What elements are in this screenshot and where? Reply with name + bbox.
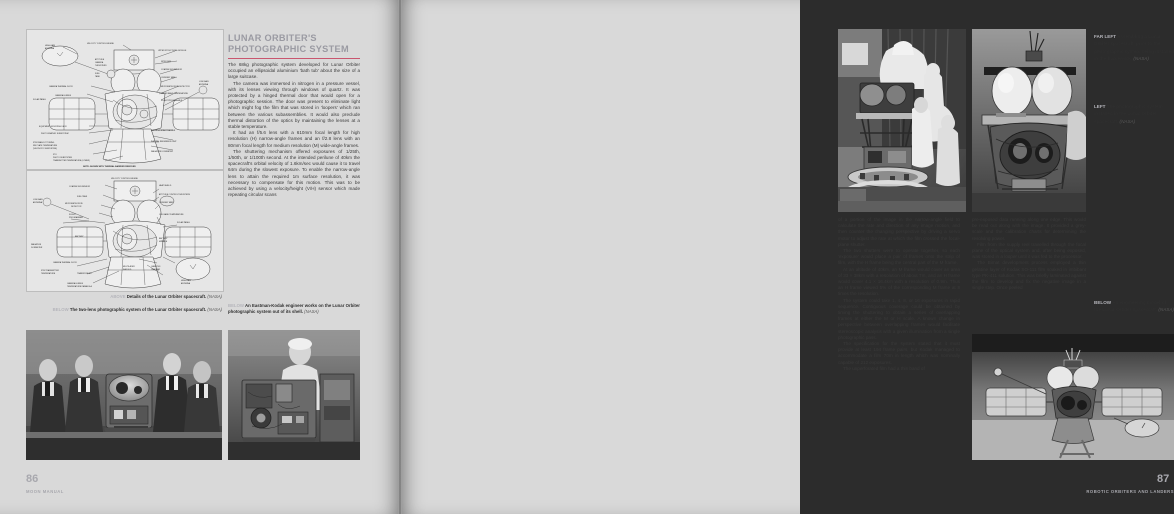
svg-text:LOW-GAIN: LOW-GAIN — [199, 81, 209, 83]
left-page — [0, 0, 400, 514]
svg-text:LOW-GAIN: LOW-GAIN — [33, 199, 43, 201]
svg-text:HIGH-GAIN: HIGH-GAIN — [181, 280, 191, 282]
svg-text:ANTENNA: ANTENNA — [199, 84, 209, 86]
svg-text:FTM READOUT TUBING: FTM READOUT TUBING — [33, 142, 55, 144]
caption-below-engineering-model — [1094, 299, 1174, 314]
svg-text:BATTERY: BATTERY — [75, 236, 84, 238]
photo-kodak-engineer-svg — [228, 330, 360, 460]
svg-text:RADIATION: RADIATION — [31, 244, 42, 246]
folio-number-right: 87 — [1157, 473, 1170, 485]
svg-text:SOLAR PANEL: SOLAR PANEL — [177, 222, 190, 224]
svg-text:INERTIAL REFERENCE UNIT: INERTIAL REFERENCE UNIT — [151, 141, 177, 143]
folio-text-right: ROBOTIC ORBITERS AND LANDERS — [1086, 489, 1174, 494]
caption-lead: FAR LEFT — [1094, 34, 1116, 39]
svg-text:FLIGHT: FLIGHT — [69, 214, 76, 216]
body-paragraph: It had an f/5.6 lens with a 610mm focal length for high resolution (H) narrow-angle frames and an f/2.8 lens with an 80mm focal length for medium resolution (M) wide-angle frames. — [228, 130, 360, 148]
svg-text:VELOCITY CONTROL ENGINE: VELOCITY CONTROL ENGINE — [87, 43, 114, 45]
caption-left-photo — [1094, 103, 1174, 125]
svg-text:CAMERA THERMAL DOOR: CAMERA THERMAL DOOR — [53, 262, 77, 264]
photo-engineering-model-svg — [972, 334, 1174, 460]
svg-text:CAMERA LENSES: CAMERA LENSES — [55, 95, 71, 97]
photo-engineers-two-lens-system — [26, 330, 222, 460]
svg-text:CAMERA: CAMERA — [95, 62, 104, 64]
caption-lead: BELOW — [228, 303, 244, 308]
svg-text:ATTITUDE: ATTITUDE — [95, 59, 105, 61]
caption-lead: ABOVE — [110, 294, 126, 299]
right-page-body-column-2 — [972, 217, 1086, 291]
body-paragraph: of a portion of the image in the narrow-angle field to calculate the rate and direction of any image motion, and then counter the changing perspective by driving a servo motor to adjust the rate at which the film crossed the focal-plane shutter. — [838, 217, 960, 247]
page-gutter — [398, 0, 402, 514]
caption-text: Details of the Lunar Orbiter spacecraft. — [126, 294, 207, 299]
svg-text:NOTE: SHOWN WITH THERMAL BARRI: NOTE: SHOWN WITH THERMAL BARRIER REMOVED — [83, 166, 136, 168]
svg-text:TRANSPONDER: TRANSPONDER — [77, 273, 92, 275]
caption-text: An Eastman-Kodak engineer works on the Lunar Orbiter photographic system out of its shell. — [228, 303, 360, 314]
svg-text:COARSE SUN SENSOR: COARSE SUN SENSOR — [161, 69, 183, 71]
caption-lead: LEFT — [1094, 104, 1106, 109]
body-paragraph: The two shutters were to operate together, so each 'exposure' would place a pair of frames onto the strip of film, with the H frame being the central part of the M frame. — [838, 248, 960, 266]
svg-text:ANTENNA: ANTENNA — [45, 48, 55, 50]
svg-text:EQUIPMENT MOUNTING DECK: EQUIPMENT MOUNTING DECK — [39, 126, 67, 128]
svg-text:UPPER STRUCTURAL MODULE: UPPER STRUCTURAL MODULE — [158, 50, 187, 52]
svg-text:MICROMETEOROID DETECTOR: MICROMETEOROID DETECTOR — [161, 86, 190, 88]
photo-system-installed-svg — [972, 29, 1086, 212]
svg-text:FUEL TANK: FUEL TANK — [77, 196, 88, 198]
article-heading — [228, 33, 368, 54]
left-page-body-column — [228, 62, 360, 198]
svg-text:TEMPERATURE: TEMPERATURE — [41, 273, 56, 275]
caption-text: Assembling a Lunar Orbiter spacecraft, prior to the photographic system being installed in the framework. — [1094, 34, 1174, 62]
svg-text:ANTENNA: ANTENNA — [181, 283, 191, 285]
svg-text:UPPER BAND TEMPERATURE: UPPER BAND TEMPERATURE — [161, 93, 188, 95]
svg-text:CAMERA LENSES: CAMERA LENSES — [67, 283, 83, 285]
svg-text:FTU: FTU — [53, 154, 57, 156]
svg-text:HIGH-GAIN: HIGH-GAIN — [45, 45, 55, 47]
caption-text: The photographic system installed in the Lunar Orbiter spacecraft. — [1094, 104, 1163, 124]
caption-source: (NASA) — [1119, 118, 1136, 124]
caption-source: (NASA) — [207, 307, 222, 312]
svg-text:FIN PLATE TEMPERATURE: FIN PLATE TEMPERATURE — [33, 145, 58, 147]
svg-text:OXIDISER TANK: OXIDISER TANK — [159, 202, 174, 204]
body-paragraph: At an altitude of 40km, an M frame would cover an area of 33 × 38km with a resolution of about 7m, and an H frame would cover 4.1 × 16.4km with a resolution of 0.9m. Thus an H frame viewed 5% of the corresponding M frame at 8 times the resolution. — [838, 266, 960, 297]
svg-text:FLIGHT PROGRAMMER: FLIGHT PROGRAMMER — [161, 100, 183, 102]
body-paragraph: The shuttering mechanism offered exposures of 1/25th, 1/50th, or 1/100th second. At the intended perilune of 40km the spacecraft's orbital velocity of 1.6km/sec would cause it to travel 64m during the slowest exposure. To enable the narrow-angle lens to attain the required 1m surface resolution, it was necessary to compensate for this motion. This was to be achieved by using a velocity/height (V/H) sensor which made repeating circular scans — [228, 148, 360, 198]
svg-text:DETECTOR: DETECTOR — [71, 206, 82, 208]
diagram-bottom-svg — [27, 171, 223, 291]
svg-text:OXIDISER TANK: OXIDISER TANK — [161, 77, 176, 79]
svg-text:BATTERY: BATTERY — [159, 238, 168, 240]
photo-assembling-spacecraft — [838, 29, 966, 212]
body-paragraph: The camera was immersed in nitrogen in a pressure vessel, with its lenses viewing through windows of quartz. It was protected by a hinged thermal door that would open for a photographic session. The door was present to eliminate light which might fog the film that was stored in 'loopers' which ran between the various subassemblies. It would also preclude thermal distortion of the optics by maintaining the lenses at a stable temperature. — [228, 80, 360, 130]
caption-above-diagram — [26, 294, 222, 300]
caption-lead: BELOW — [52, 307, 69, 312]
body-paragraph: The specification for the system stated that it must provide at least 194 frame pairs, but Kodak managed to accommodate a film 70m in length which was nominally capable of 212 exposures. — [838, 341, 960, 365]
svg-text:TANK: TANK — [95, 76, 100, 78]
svg-text:SOLAR PANEL: SOLAR PANEL — [33, 99, 46, 101]
svg-text:TEMPERATURE PARABOLA: TEMPERATURE PARABOLA — [67, 286, 92, 288]
lunar-orbiter-cutaway-diagram-bottom — [26, 170, 224, 292]
svg-text:VELOCITY CONTROL ENGINE: VELOCITY CONTROL ENGINE — [111, 178, 138, 180]
diagram-top-svg — [27, 30, 223, 169]
caption-source: (NASA) — [207, 294, 222, 299]
svg-text:PROGRAMMER: PROGRAMMER — [69, 217, 83, 219]
heading-rule — [228, 58, 360, 59]
svg-text:FTM TRANSMITTER: FTM TRANSMITTER — [41, 270, 59, 272]
caption-below-photo — [228, 303, 360, 314]
photo-engineers-svg — [26, 330, 222, 460]
caption-source: (NASA) — [1133, 56, 1149, 62]
svg-text:MICROMETEOROID: MICROMETEOROID — [65, 203, 83, 205]
folio-text-left: MOON MANUAL — [26, 489, 64, 494]
svg-text:ATTITUDE CONTROL THRUSTERS: ATTITUDE CONTROL THRUSTERS — [159, 194, 190, 196]
svg-text:HEAT SHIELD: HEAT SHIELD — [159, 185, 172, 187]
svg-text:THRUSTERS: THRUSTERS — [95, 65, 107, 67]
svg-text:PHOTOGRAPHIC SUBSYSTEM: PHOTOGRAPHIC SUBSYSTEM — [41, 133, 69, 135]
right-page-body-column-1 — [838, 217, 960, 372]
svg-text:TRANSMITTER TEMPERATURE (LOWER: TRANSMITTER TEMPERATURE (LOWER) — [53, 160, 90, 162]
caption-source: (NASA) — [304, 308, 319, 314]
heading-line-1: LUNAR ORBITER'S — [228, 33, 317, 43]
photo-system-installed — [972, 29, 1086, 212]
caption-source: (NASA) — [1158, 307, 1174, 313]
body-paragraph: pre-exposed data running along one edge. This would be read out along with the image. It provided a grey-scale and the calibration charts for determining the resolving power. — [972, 217, 1086, 241]
svg-text:MULTILAYER: MULTILAYER — [123, 266, 135, 268]
folio-number-left: 86 — [26, 473, 39, 485]
svg-text:CEIL BAND TEMPERATURE: CEIL BAND TEMPERATURE — [159, 214, 184, 216]
caption-lead: BELOW — [1094, 300, 1112, 305]
right-page — [400, 0, 1174, 514]
svg-text:RADIATION DOSIMETER: RADIATION DOSIMETER — [151, 151, 173, 153]
caption-text: The two-lens photographic system of the Lunar Orbiter spacecraft. — [69, 307, 207, 312]
body-paragraph: The unperforated film had a thin band of — [843, 365, 925, 371]
svg-text:MODULE: MODULE — [159, 241, 168, 243]
svg-text:COARSE SUN SENSOR: COARSE SUN SENSOR — [69, 186, 91, 188]
svg-text:(V/H PHOTO SUBSYSTEM): (V/H PHOTO SUBSYSTEM) — [33, 148, 57, 150]
svg-text:ANTENNA: ANTENNA — [33, 202, 43, 204]
svg-text:CANOPUS: CANOPUS — [151, 266, 161, 268]
caption-text: An engineering model of the Lunar Orbiter spacecraft. — [1094, 300, 1167, 313]
body-paragraph: The system could take 1, 4, 8, or 16 exposures in rapid sequence. Contiguous coverage could be obtained by timing the shuttering to obtain a series of overlapping frames at either the M or H scale. A known change in perspective between overlapping frames would facilitate stereoscopic analysis with a given illumination from a single photographic pass. — [838, 297, 960, 340]
svg-text:CANOPUS STAR TRACKER: CANOPUS STAR TRACKER — [151, 130, 176, 132]
caption-below-diagram — [26, 307, 222, 313]
svg-text:FUEL: FUEL — [95, 73, 100, 75]
svg-text:TRACKER: TRACKER — [151, 269, 161, 271]
svg-text:DOSIMETER: DOSIMETER — [31, 247, 43, 249]
body-paragraph: Film from the supply reel travelled through the focal plane of the optical system and, after being exposed, was stored in a looper until it was fed to the processor. — [972, 241, 1086, 260]
photo-kodak-engineer — [228, 330, 360, 460]
heading-line-2: PHOTOGRAPHIC SYSTEM — [228, 43, 349, 54]
svg-text:CAMERA THERMAL DOOR: CAMERA THERMAL DOOR — [49, 86, 73, 88]
caption-far-left-photo — [1094, 33, 1174, 63]
photo-engineering-model — [972, 334, 1174, 460]
svg-text:PHOTO SUBSYSTEM: PHOTO SUBSYSTEM — [53, 157, 72, 159]
lunar-orbiter-cutaway-diagram-top — [26, 29, 224, 170]
body-paragraph: The 68kg photographic system developed for Lunar Orbiter occupied an ellipsoidal aluminium 'bath tub' about the size of a large suitcase. — [228, 62, 360, 80]
svg-text:SHROUD: SHROUD — [123, 269, 132, 271]
photo-assembling-svg — [838, 29, 966, 212]
body-paragraph: The Bimat development process employed a thin gelatine layer of Kodak SO-111 film soaked in imbibant type PK-411 solution. This was briefly laminated against the film to develop and fix the negative image in a single step. Once peeled — [972, 260, 1086, 291]
svg-text:NITROGEN: NITROGEN — [161, 61, 171, 63]
